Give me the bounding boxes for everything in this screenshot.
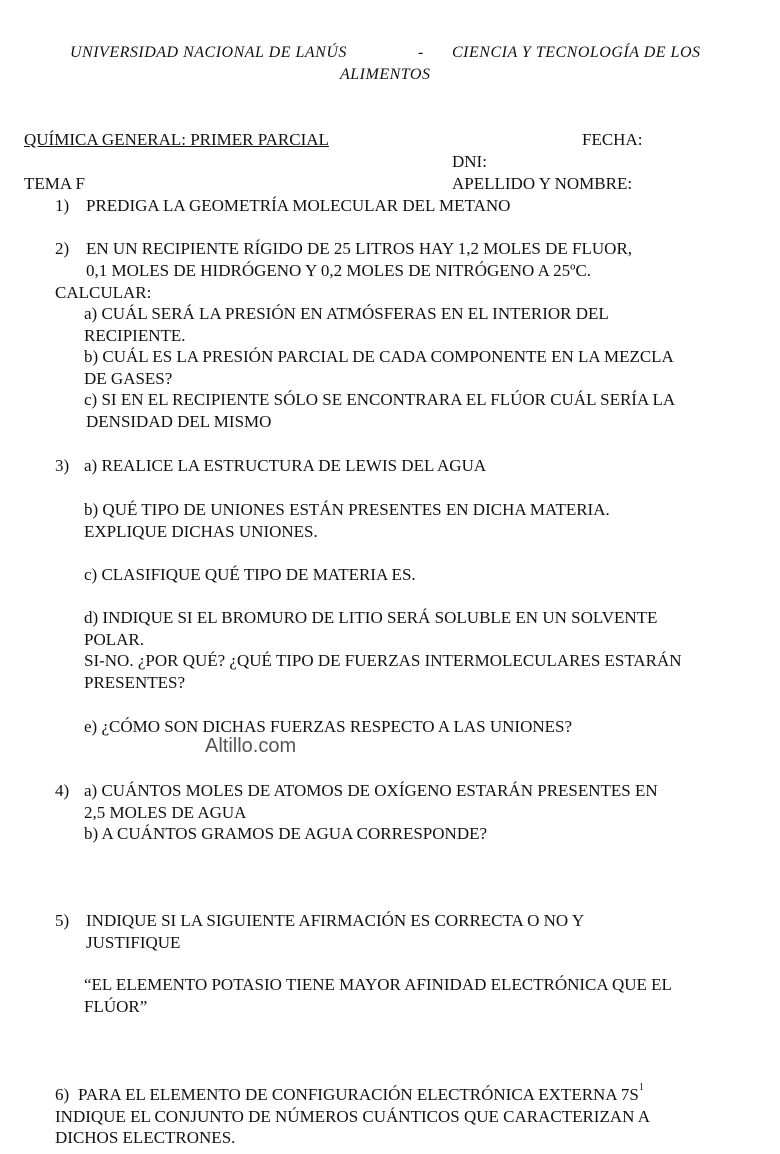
q6-line1: PARA EL ELEMENTO DE CONFIGURACIÓN ELECTRÓNICA EXTERNA 7S	[78, 1085, 639, 1104]
q3-a: a) REALICE LA ESTRUCTURA DE LEWIS DEL AGUA	[84, 456, 487, 475]
q3-b-line1: b) QUÉ TIPO DE UNIONES ESTÁN PRESENTES EN DICHA MATERIA.	[84, 500, 610, 519]
fecha-label: FECHA:	[582, 130, 643, 149]
q5-number: 5)	[55, 911, 70, 930]
q2-b-line2: DE GASES?	[84, 369, 173, 388]
dni-label: DNI:	[452, 152, 487, 171]
q5-quote-line2: FLÚOR”	[84, 997, 148, 1016]
q2-c-line2: DENSIDAD DEL MISMO	[86, 412, 272, 431]
q5-line2: JUSTIFIQUE	[86, 933, 181, 952]
header-dash: -	[418, 44, 424, 61]
q4-a-line2: 2,5 MOLES DE AGUA	[84, 803, 247, 822]
q4-number: 4)	[55, 781, 70, 800]
q3-e: e) ¿CÓMO SON DICHAS FUERZAS RESPECTO A LAS UNIONES?	[84, 717, 573, 736]
exam-title: QUÍMICA GENERAL: PRIMER PARCIAL	[24, 130, 329, 149]
q2-a-line1: a) CUÁL SERÁ LA PRESIÓN EN ATMÓSFERAS EN EL INTERIOR DEL	[84, 304, 609, 323]
q5-quote-line1: “EL ELEMENTO POTASIO TIENE MAYOR AFINIDAD ELECTRÓNICA QUE EL	[84, 975, 672, 994]
program-name-line2: ALIMENTOS	[340, 66, 431, 83]
q3-d-line4: PRESENTES?	[84, 673, 186, 692]
university-name: UNIVERSIDAD NACIONAL DE LANÚS	[70, 44, 347, 61]
q5-line1: INDIQUE SI LA SIGUIENTE AFIRMACIÓN ES CORRECTA O NO Y	[86, 911, 585, 930]
q1-text: PREDIGA LA GEOMETRÍA MOLECULAR DEL METANO	[86, 196, 511, 215]
q3-b-line2: EXPLIQUE DICHAS UNIONES.	[84, 522, 318, 541]
tema-label: TEMA F	[24, 174, 85, 193]
program-name-line1: CIENCIA Y TECNOLOGÍA DE LOS	[452, 44, 701, 61]
q2-b-line1: b) CUÁL ES LA PRESIÓN PARCIAL DE CADA COMPONENTE EN LA MEZCLA	[84, 347, 674, 366]
q3-d-line1: d) INDIQUE SI EL BROMURO DE LITIO SERÁ SOLUBLE EN UN SOLVENTE	[84, 608, 658, 627]
q4-a-line1: a) CUÁNTOS MOLES DE ATOMOS DE OXÍGENO ESTARÁN PRESENTES EN	[84, 781, 658, 800]
q2-a-line2: RECIPIENTE.	[84, 326, 186, 345]
q2-number: 2)	[55, 239, 70, 258]
q1-number: 1)	[55, 196, 70, 215]
q2-line1: EN UN RECIPIENTE RÍGIDO DE 25 LITROS HAY 1,2 MOLES DE FLUOR,	[86, 239, 633, 258]
q6-line3: DICHOS ELECTRONES.	[55, 1128, 236, 1147]
watermark-text: Altillo.com	[205, 735, 297, 757]
q2-line2: 0,1 MOLES DE HIDRÓGENO Y 0,2 MOLES DE NITRÓGENO A 25ºC.	[86, 261, 592, 280]
q2-calcular: CALCULAR:	[55, 283, 152, 302]
q6-line1-wrap	[78, 1082, 644, 1105]
q3-d-line2: POLAR.	[84, 630, 144, 649]
q3-d-line3: SI-NO. ¿POR QUÉ? ¿QUÉ TIPO DE FUERZAS INTERMOLECULARES ESTARÁN	[84, 651, 682, 670]
q3-c: c) CLASIFIQUE QUÉ TIPO DE MATERIA ES.	[84, 565, 416, 584]
q6-number: 6)	[55, 1085, 70, 1104]
apellido-label: APELLIDO Y NOMBRE:	[452, 174, 633, 193]
q2-c-line1: c) SI EN EL RECIPIENTE SÓLO SE ENCONTRARA EL FLÚOR CUÁL SERÍA LA	[84, 390, 676, 409]
q6-line2: INDIQUE EL CONJUNTO DE NÚMEROS CUÁNTICOS QUE CARACTERIZAN A	[55, 1107, 650, 1126]
q3-number: 3)	[55, 456, 70, 475]
q6-superscript: 1	[638, 1082, 644, 1093]
q4-b: b) A CUÁNTOS GRAMOS DE AGUA CORRESPONDE?	[84, 824, 488, 843]
